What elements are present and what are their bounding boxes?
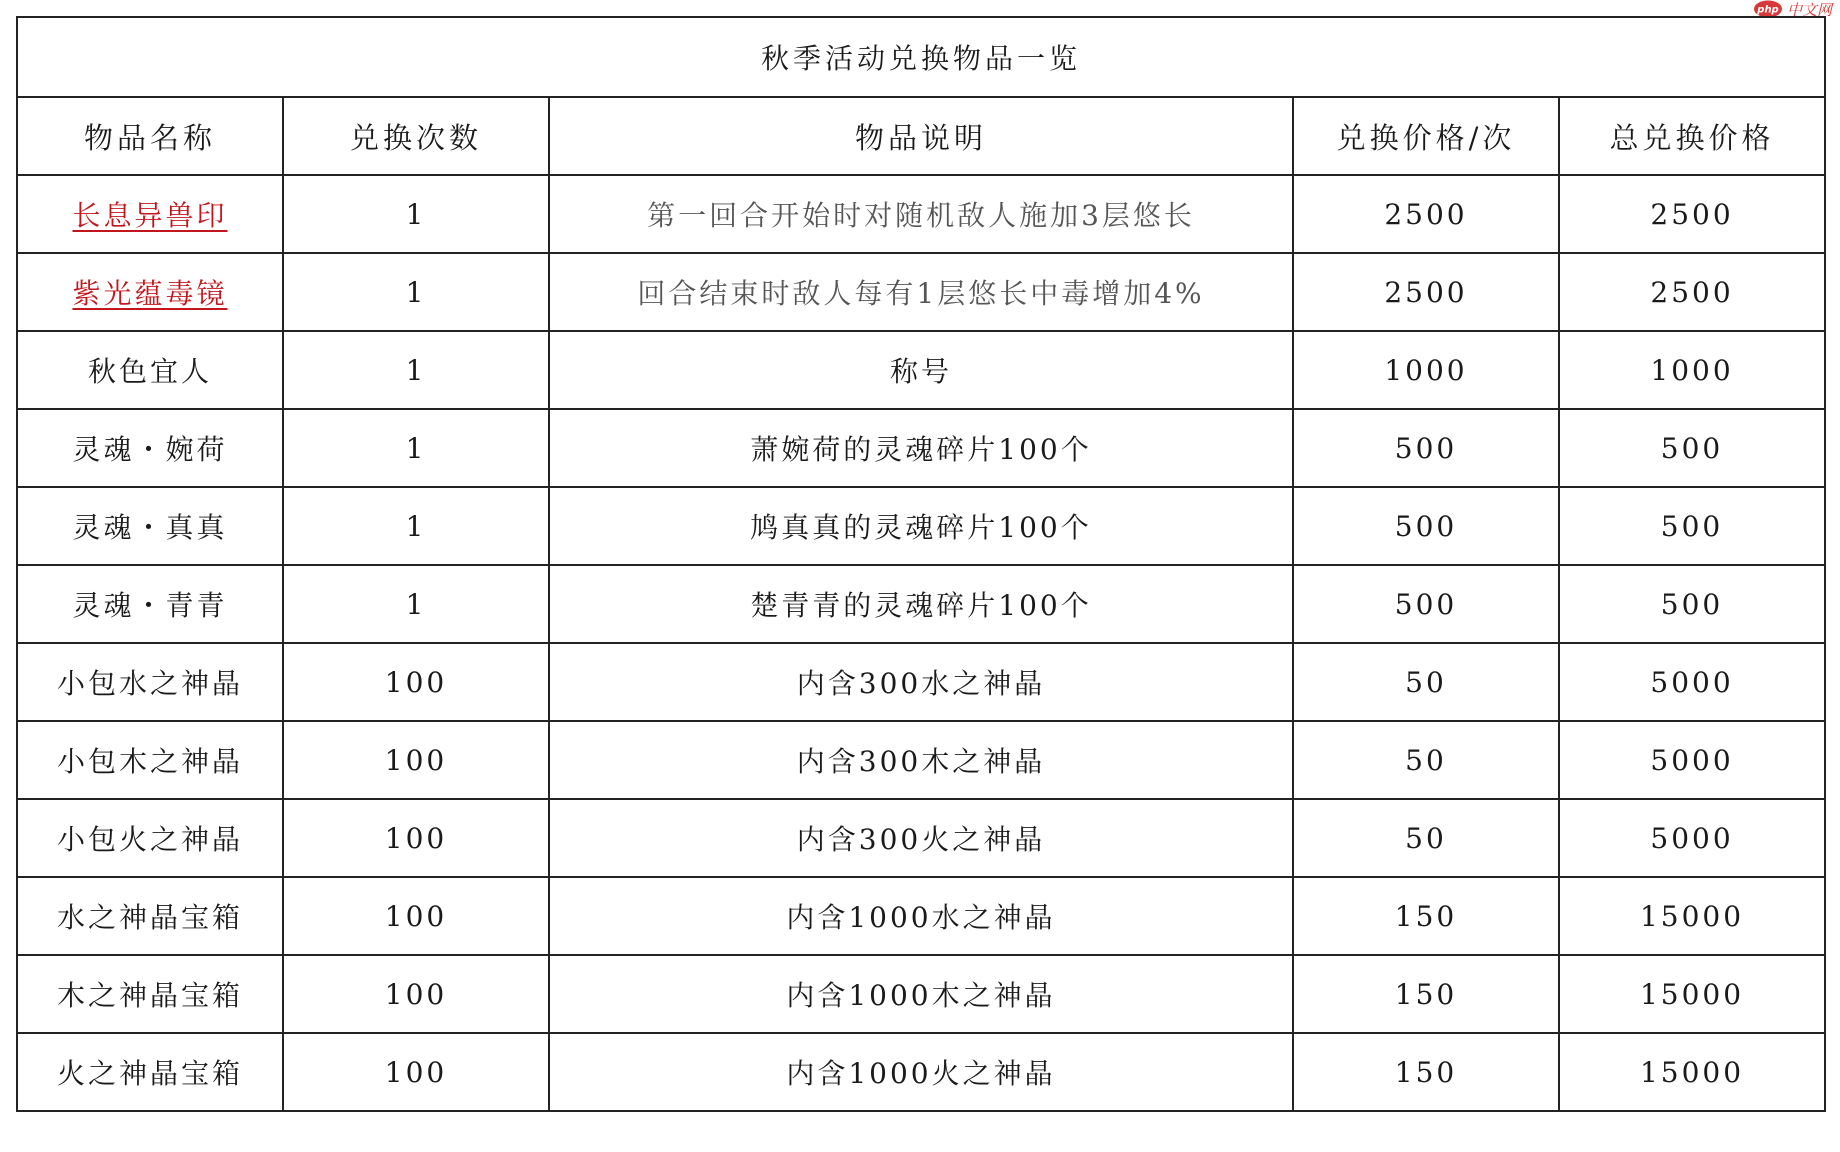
- table-row: [17, 409, 1825, 487]
- exchange-count-cell: 1: [283, 331, 549, 409]
- total-price-cell: 500: [1559, 565, 1825, 643]
- item-name-cell: 小包木之神晶: [17, 721, 283, 799]
- price-per-exchange-cell: 500: [1293, 565, 1559, 643]
- table-row: [17, 253, 1825, 331]
- item-description-cell: 称号: [549, 331, 1293, 409]
- item-name-cell: 秋色宜人: [17, 331, 283, 409]
- total-price-cell: 15000: [1559, 1033, 1825, 1111]
- price-per-exchange-cell: 50: [1293, 643, 1559, 721]
- table-row: [17, 175, 1825, 253]
- table-title-row: [17, 17, 1825, 97]
- total-price-cell: 2500: [1559, 253, 1825, 331]
- item-name-cell: 木之神晶宝箱: [17, 955, 283, 1033]
- exchange-count-cell: 1: [283, 253, 549, 331]
- item-name-cell: 灵魂・婉荷: [17, 409, 283, 487]
- item-name-cell: 小包火之神晶: [17, 799, 283, 877]
- item-description-cell: 回合结束时敌人每有1层悠长中毒增加4%: [549, 253, 1293, 331]
- item-description-cell: 第一回合开始时对随机敌人施加3层悠长: [549, 175, 1293, 253]
- item-description-cell: 楚青青的灵魂碎片100个: [549, 565, 1293, 643]
- item-name-cell: 小包水之神晶: [17, 643, 283, 721]
- exchange-count-cell: 100: [283, 1033, 549, 1111]
- item-description-cell: 内含1000木之神晶: [549, 955, 1293, 1033]
- header-exchange-count: 兑换次数: [283, 97, 549, 175]
- price-per-exchange-cell: 500: [1293, 487, 1559, 565]
- table-title: 秋季活动兑换物品一览: [17, 17, 1825, 97]
- exchange-count-cell: 100: [283, 799, 549, 877]
- item-name-cell: 火之神晶宝箱: [17, 1033, 283, 1111]
- total-price-cell: 1000: [1559, 331, 1825, 409]
- table-row: [17, 565, 1825, 643]
- price-per-exchange-cell: 50: [1293, 799, 1559, 877]
- exchange-count-cell: 1: [283, 565, 549, 643]
- table-row: [17, 955, 1825, 1033]
- item-name-link[interactable]: 紫光蕴毒镜: [72, 277, 228, 310]
- exchange-count-cell: 100: [283, 877, 549, 955]
- exchange-count-cell: 1: [283, 409, 549, 487]
- watermark-site-text: 中文网: [1786, 0, 1832, 19]
- table-row: [17, 1033, 1825, 1111]
- table-row: [17, 877, 1825, 955]
- item-name-link[interactable]: 长息异兽印: [72, 199, 228, 232]
- exchange-count-cell: 1: [283, 487, 549, 565]
- item-description-cell: 内含300木之神晶: [549, 721, 1293, 799]
- item-description-cell: 内含300火之神晶: [549, 799, 1293, 877]
- table-row: [17, 721, 1825, 799]
- price-per-exchange-cell: 2500: [1293, 253, 1559, 331]
- item-description-cell: 鸠真真的灵魂碎片100个: [549, 487, 1293, 565]
- total-price-cell: 5000: [1559, 643, 1825, 721]
- total-price-cell: 5000: [1559, 799, 1825, 877]
- item-description-cell: 内含300水之神晶: [549, 643, 1293, 721]
- total-price-cell: 2500: [1559, 175, 1825, 253]
- header-total-price: 总兑换价格: [1559, 97, 1825, 175]
- exchange-count-cell: 100: [283, 721, 549, 799]
- total-price-cell: 500: [1559, 487, 1825, 565]
- item-description-cell: 内含1000水之神晶: [549, 877, 1293, 955]
- table-row: [17, 331, 1825, 409]
- table-row: [17, 487, 1825, 565]
- item-description-cell: 萧婉荷的灵魂碎片100个: [549, 409, 1293, 487]
- exchange-count-cell: 100: [283, 643, 549, 721]
- price-per-exchange-cell: 2500: [1293, 175, 1559, 253]
- header-price-per-exchange: 兑换价格/次: [1293, 97, 1559, 175]
- price-per-exchange-cell: 50: [1293, 721, 1559, 799]
- header-item-description: 物品说明: [549, 97, 1293, 175]
- header-item-name: 物品名称: [17, 97, 283, 175]
- price-per-exchange-cell: 150: [1293, 1033, 1559, 1111]
- exchange-count-cell: 1: [283, 175, 549, 253]
- total-price-cell: 500: [1559, 409, 1825, 487]
- item-name-cell: 灵魂・青青: [17, 565, 283, 643]
- item-name-cell: 水之神晶宝箱: [17, 877, 283, 955]
- total-price-cell: 15000: [1559, 955, 1825, 1033]
- table-row: [17, 643, 1825, 721]
- price-per-exchange-cell: 500: [1293, 409, 1559, 487]
- exchange-count-cell: 100: [283, 955, 549, 1033]
- price-per-exchange-cell: 150: [1293, 877, 1559, 955]
- php-logo-text: php: [1757, 4, 1779, 16]
- table-header-row: [17, 97, 1825, 175]
- item-name-cell: [17, 253, 283, 331]
- price-per-exchange-cell: 1000: [1293, 331, 1559, 409]
- exchange-items-table: [16, 16, 1826, 1112]
- item-name-cell: 灵魂・真真: [17, 487, 283, 565]
- table-row: [17, 799, 1825, 877]
- price-per-exchange-cell: 150: [1293, 955, 1559, 1033]
- item-name-cell: [17, 175, 283, 253]
- item-description-cell: 内含1000火之神晶: [549, 1033, 1293, 1111]
- total-price-cell: 5000: [1559, 721, 1825, 799]
- total-price-cell: 15000: [1559, 877, 1825, 955]
